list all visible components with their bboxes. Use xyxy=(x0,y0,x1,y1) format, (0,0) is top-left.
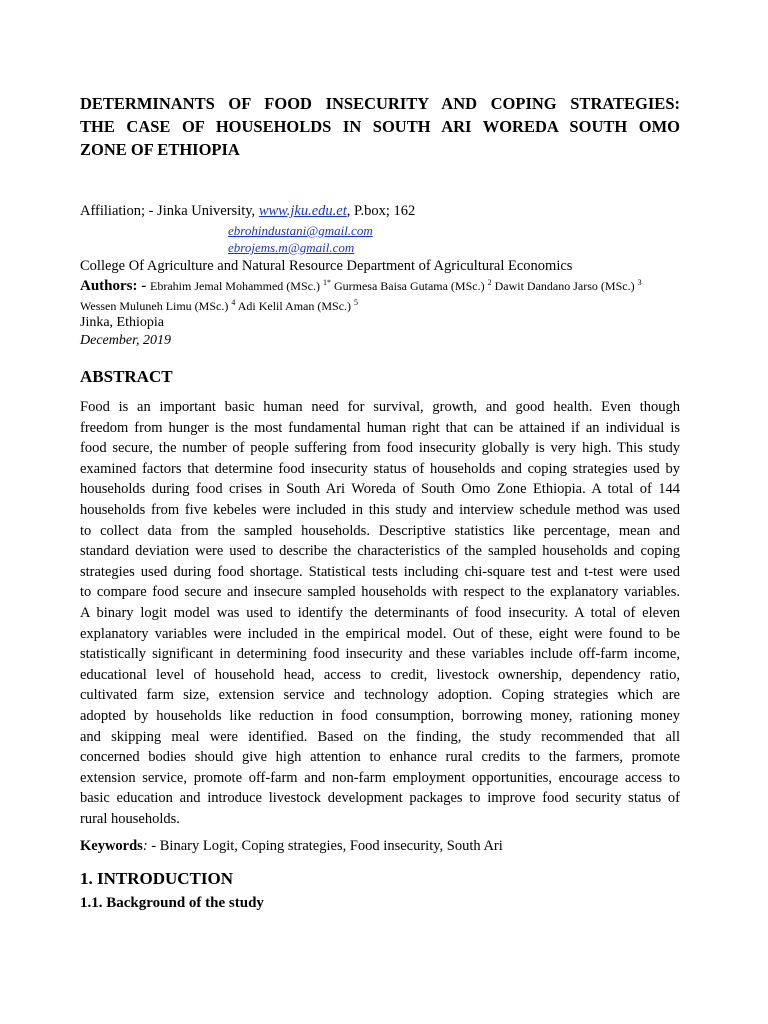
abstract-line: basic education and introduce livestock development packages to improve food security status of xyxy=(80,790,680,807)
abstract-line: Food is an important basic human need for survival, growth, and good health. Even though xyxy=(80,399,680,415)
author-name: Adi Kelil Aman (MSc.) xyxy=(235,299,355,313)
abstract-line: extension service, promote off-farm and non-farm employment opportunities, encourage access to xyxy=(80,769,680,786)
abstract-line: standard deviation were used to describe the characteristics of the sampled households and coping xyxy=(80,543,680,560)
authors-line-1 xyxy=(80,278,642,295)
subsection-heading: 1.1. Background of the study xyxy=(80,895,264,911)
title-line: THE CASE OF HOUSEHOLDS IN SOUTH ARI WOREDA SOUTH OMO xyxy=(80,117,680,136)
abstract-line: households from five kebeles were included in this study and interview schedule method was used xyxy=(80,501,680,518)
abstract-line: to compare food secure and insecure sampled households with respect to the explanatory variables. xyxy=(80,584,680,601)
abstract-line: rural households. xyxy=(80,810,180,827)
location: Jinka, Ethiopia xyxy=(80,315,164,330)
college-department: College Of Agriculture and Natural Resource Department of Agricultural Economics xyxy=(80,258,573,274)
keywords-separator: : - xyxy=(142,838,160,854)
title-line: ZONE OF ETHIOPIA xyxy=(80,140,240,159)
abstract-line: to collect data from the sampled households. Descriptive statistics like percentage, mean and xyxy=(80,522,680,539)
abstract-line: households during food crises in South Ari Woreda of South Omo Zone Ethiopia. A total of 144 xyxy=(80,481,680,498)
university-website-link[interactable]: www.jku.edu.et xyxy=(258,203,347,219)
authors-label: Authors: - xyxy=(80,278,150,294)
abstract-line: statistically significant in determining food insecurity and these variables include off-farm income, xyxy=(80,646,680,663)
paper-title xyxy=(80,92,680,161)
authors-line-2 xyxy=(80,298,358,314)
abstract-line: A binary logit model was used to identify the determinants of food insecurity. A total of eleven xyxy=(80,604,680,621)
author-name: Wessen Muluneh Limu (MSc.) xyxy=(80,299,232,313)
abstract-line: strategies used during food shortage. Statistical tests including chi-square test and t-test were used xyxy=(80,563,680,580)
abstract-line: concerned bodies should give high attention to enhance rural credits to the farmers, promote xyxy=(80,749,680,766)
affiliation-line xyxy=(80,203,415,220)
title-line: DETERMINANTS OF FOOD INSECURITY AND COPING STRATEGIES: xyxy=(80,94,680,113)
keywords-label: Keywords xyxy=(80,838,143,854)
abstract-body xyxy=(80,397,680,829)
abstract-line: educational level of household head, access to credit, livestock ownership, dependency ratio, xyxy=(80,666,680,683)
author-affiliation-mark: 4 xyxy=(231,298,236,307)
abstract-line: adopted by households like reduction in food consumption, borrowing money, rationing money xyxy=(80,707,680,724)
author-affiliation-mark: 2 xyxy=(487,278,492,287)
abstract-line: explanatory variables were included in the empirical model. Out of these, eight were found to be xyxy=(80,625,680,642)
affiliation-pobox: , P.box; 162 xyxy=(346,203,416,219)
abstract-line: freedom from hunger is the most fundamental human right that can be attained if an individual is xyxy=(80,419,680,436)
author-affiliation-mark: 5 xyxy=(354,298,359,307)
author-name: Dawit Dandano Jarso (MSc.) xyxy=(491,279,638,293)
email-link-1[interactable]: ebrohindustani@gmail.com xyxy=(228,223,373,238)
abstract-line: food secure, the number of people suffering from food insecurity globally is very high. This study xyxy=(80,440,680,457)
affiliation-prefix: Affiliation; - Jinka University, xyxy=(80,203,259,219)
abstract-line: cultivated farm size, extension service and technology adoption. Coping strategies which are xyxy=(80,687,680,704)
author-name: Ebrahim Jemal Mohammed (MSc.) xyxy=(150,279,323,293)
abstract-line: examined factors that determine food insecurity status of households and coping strategies used by xyxy=(80,460,680,477)
email-link-2[interactable]: ebrojems.m@gmail.com xyxy=(228,240,355,255)
author-name: Gurmesa Baisa Gutama (MSc.) xyxy=(330,279,488,293)
keywords-line xyxy=(80,838,503,855)
introduction-heading: 1. INTRODUCTION xyxy=(80,869,234,888)
publication-date: December, 2019 xyxy=(80,333,171,348)
author-affiliation-mark: 1* xyxy=(322,278,331,287)
abstract-line: and skipping meal were identified. Based on the finding, the study recommended that all xyxy=(80,728,680,745)
author-affiliation-mark: 3 xyxy=(637,278,642,287)
keywords-text: Binary Logit, Coping strategies, Food insecurity, South Ari xyxy=(159,838,503,854)
abstract-heading: ABSTRACT xyxy=(80,367,173,386)
